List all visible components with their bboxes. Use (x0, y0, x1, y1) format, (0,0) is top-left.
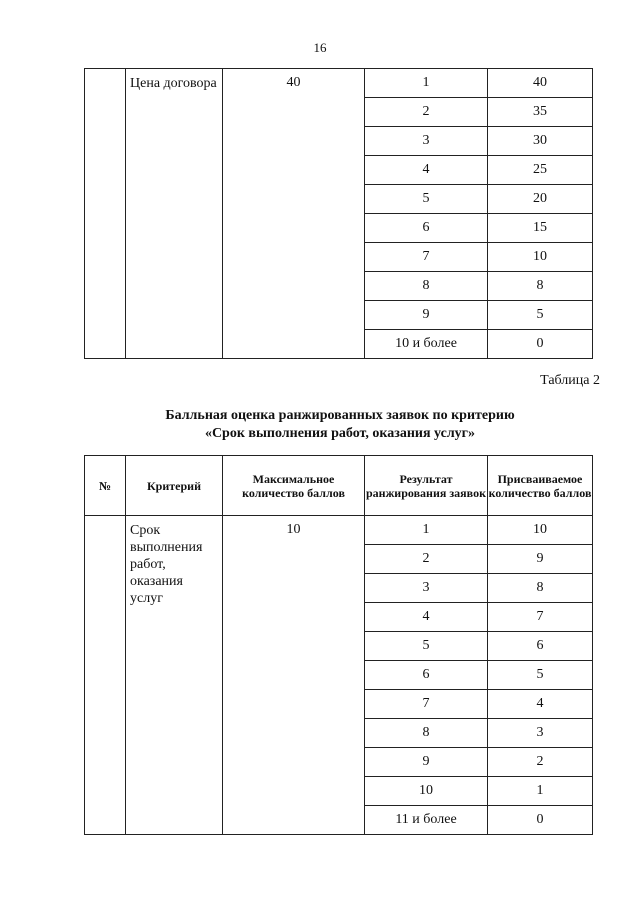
row-number-cell (85, 516, 126, 835)
rank-cell: 1 (365, 516, 488, 545)
points-cell: 4 (488, 690, 593, 719)
price-score-body (85, 69, 593, 359)
deadline-score-table (84, 455, 593, 835)
points-cell: 35 (488, 98, 593, 127)
rank-cell: 10 (365, 777, 488, 806)
points-cell: 40 (488, 69, 593, 98)
rank-cell: 6 (365, 214, 488, 243)
rank-cell: 4 (365, 156, 488, 185)
table-title (0, 407, 640, 443)
rank-cell: 10 и более (365, 330, 488, 359)
table-title-line1: Балльная оценка ранжированных заявок по критерию (165, 408, 515, 423)
points-cell: 8 (488, 272, 593, 301)
header-row (85, 456, 593, 516)
page-number: 16 (313, 40, 327, 55)
rank-cell: 2 (365, 98, 488, 127)
points-cell: 8 (488, 574, 593, 603)
max-points-cell: 40 (223, 69, 365, 359)
points-cell: 0 (488, 330, 593, 359)
points-cell: 15 (488, 214, 593, 243)
points-cell: 5 (488, 661, 593, 690)
points-cell: 10 (488, 243, 593, 272)
table-row (85, 516, 593, 545)
table-row (85, 69, 593, 98)
points-cell: 5 (488, 301, 593, 330)
points-cell: 10 (488, 516, 593, 545)
rank-cell: 7 (365, 243, 488, 272)
rank-cell: 11 и более (365, 806, 488, 835)
deadline-score-body (85, 516, 593, 835)
points-cell: 9 (488, 545, 593, 574)
points-cell: 0 (488, 806, 593, 835)
table-title-line2: «Срок выполнения работ, оказания услуг» (204, 426, 476, 441)
price-score-table (84, 68, 593, 359)
rank-cell: 5 (365, 632, 488, 661)
header-assigned-points: Присваиваемое количество баллов (488, 456, 593, 516)
points-cell: 25 (488, 156, 593, 185)
rank-cell: 9 (365, 748, 488, 777)
header-max-points: Максимальное количество баллов (223, 456, 365, 516)
rank-cell: 4 (365, 603, 488, 632)
rank-cell: 1 (365, 69, 488, 98)
rank-cell: 2 (365, 545, 488, 574)
header-criterion: Критерий (126, 456, 223, 516)
points-cell: 1 (488, 777, 593, 806)
table-label: Таблица 2 (540, 373, 600, 388)
rank-cell: 8 (365, 272, 488, 301)
rank-cell: 6 (365, 661, 488, 690)
header-number: № (85, 456, 126, 516)
rank-cell: 5 (365, 185, 488, 214)
rank-cell: 9 (365, 301, 488, 330)
criterion-cell: Срок выполнения работ, оказания услуг (126, 516, 223, 835)
header-ranking-result: Результат ранжирования заявок (365, 456, 488, 516)
rank-cell: 3 (365, 574, 488, 603)
points-cell: 6 (488, 632, 593, 661)
points-cell: 3 (488, 719, 593, 748)
points-cell: 20 (488, 185, 593, 214)
points-cell: 2 (488, 748, 593, 777)
rank-cell: 8 (365, 719, 488, 748)
points-cell: 7 (488, 603, 593, 632)
criterion-cell: Цена договора (126, 69, 223, 359)
max-points-cell: 10 (223, 516, 365, 835)
row-number-cell (85, 69, 126, 359)
rank-cell: 7 (365, 690, 488, 719)
rank-cell: 3 (365, 127, 488, 156)
points-cell: 30 (488, 127, 593, 156)
